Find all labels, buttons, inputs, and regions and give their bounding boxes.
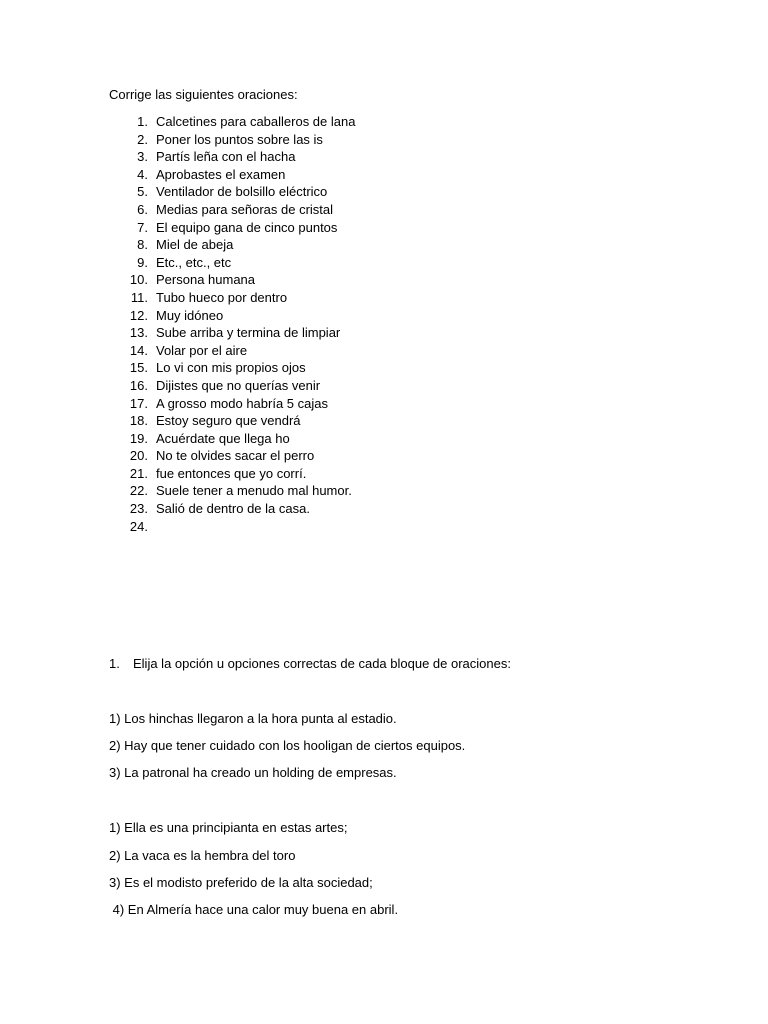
block1-sentence: 1) Los hinchas llegaron a la hora punta al estadio. [109,711,397,726]
item-number: 1. [137,114,148,129]
list-item [109,377,355,395]
block1-sentence: 2) Hay que tener cuidado con los hooligan de ciertos equipos. [109,738,466,753]
item-text: Lo vi con mis propios ojos [156,360,306,376]
item-number: 16. [129,377,148,393]
list-item [109,307,355,325]
block1-sentence: 3) La patronal ha creado un holding de empresas. [109,765,397,780]
item-text: Aprobastes el examen [156,166,286,182]
item-number: 13. [129,325,148,341]
item-number: 5. [137,184,148,200]
block2-sentence: 2) La vaca es la hembra del toro [109,848,296,863]
exercise1-heading: Corrige las siguientes oraciones: [109,87,298,102]
item-number: 21. [129,465,148,481]
exercise2-title [109,656,511,672]
list-item [109,342,355,360]
item-text: Suele tener a menudo mal humor. [156,483,352,499]
list-item [109,430,355,448]
item-number: 9. [137,254,148,270]
item-text: Salió de dentro de la casa. [156,501,310,517]
list-item [109,254,355,272]
list-item [109,482,355,500]
list-item [109,271,355,289]
list-item [109,166,355,184]
item-number: 2. [137,131,148,147]
list-item [109,201,355,219]
list-item [109,236,355,254]
item-text: fue entonces que yo corrí. [156,465,307,481]
list-item [109,324,355,342]
list-item [109,183,355,201]
list-item [109,113,355,131]
item-text: Persona humana [156,272,256,288]
item-number: 15. [129,360,148,376]
list-item [109,447,355,465]
item-text: Volar por el aire [156,342,248,358]
list-item [109,500,355,518]
item-text: No te olvides sacar el perro [156,448,315,464]
item-text: Medias para señoras de cristal [156,201,334,217]
item-number: 12. [129,307,148,323]
list-item [109,465,355,483]
item-number: 18. [129,413,148,429]
item-number: 24. [129,518,148,534]
item-text: Estoy seguro que vendrá [156,413,301,429]
item-number: 14. [129,342,148,358]
item-text: Dijistes que no querías venir [156,377,321,393]
list-item [109,359,355,377]
list-item [109,219,355,237]
block2-sentence: 3) Es el modisto preferido de la alta sociedad; [109,875,373,890]
item-number: 17. [129,395,148,411]
item-number: 10. [129,272,148,288]
item-number: 19. [129,430,148,446]
list-item [109,148,355,166]
item-number: 23. [129,501,148,517]
item-text: Sube arriba y termina de limpiar [156,325,341,341]
item-text: El equipo gana de cinco puntos [156,219,338,235]
item-text: Ventilador de bolsillo eléctrico [156,184,328,200]
item-number: 6. [137,201,148,217]
item-text: Tubo hueco por dentro [156,289,288,305]
sentence-list [109,113,355,535]
item-number: 8. [137,237,148,253]
block2-sentence: 4) En Almería hace una calor muy buena en abril. [109,902,399,917]
item-text: Partís leña con el hacha [156,149,296,165]
list-item [109,518,355,536]
list-item [109,412,355,430]
item-number: 7. [137,219,148,235]
item-text: A grosso modo habría 5 cajas [156,395,328,411]
exercise2-title-text: Elija la opción u opciones correctas de cada bloque de oraciones: [133,656,511,671]
item-number: 11. [130,289,148,305]
block2-sentence: 1) Ella es una principianta en estas artes; [109,820,348,835]
item-text: Muy idóneo [156,307,224,323]
item-text: Acuérdate que llega ho [156,430,290,446]
list-item [109,289,355,307]
item-text: Poner los puntos sobre las is [156,131,323,147]
item-text: Miel de abeja [156,237,234,253]
item-text: Etc., etc., etc [156,254,232,270]
item-number: 20. [129,448,148,464]
item-number: 3. [137,149,148,165]
item-text: Calcetines para caballeros de lana [156,114,356,129]
item-number: 22. [129,483,148,499]
list-item [109,395,355,413]
exercise2-number: 1. [109,656,120,671]
item-number: 4. [137,166,148,182]
list-item [109,131,355,149]
